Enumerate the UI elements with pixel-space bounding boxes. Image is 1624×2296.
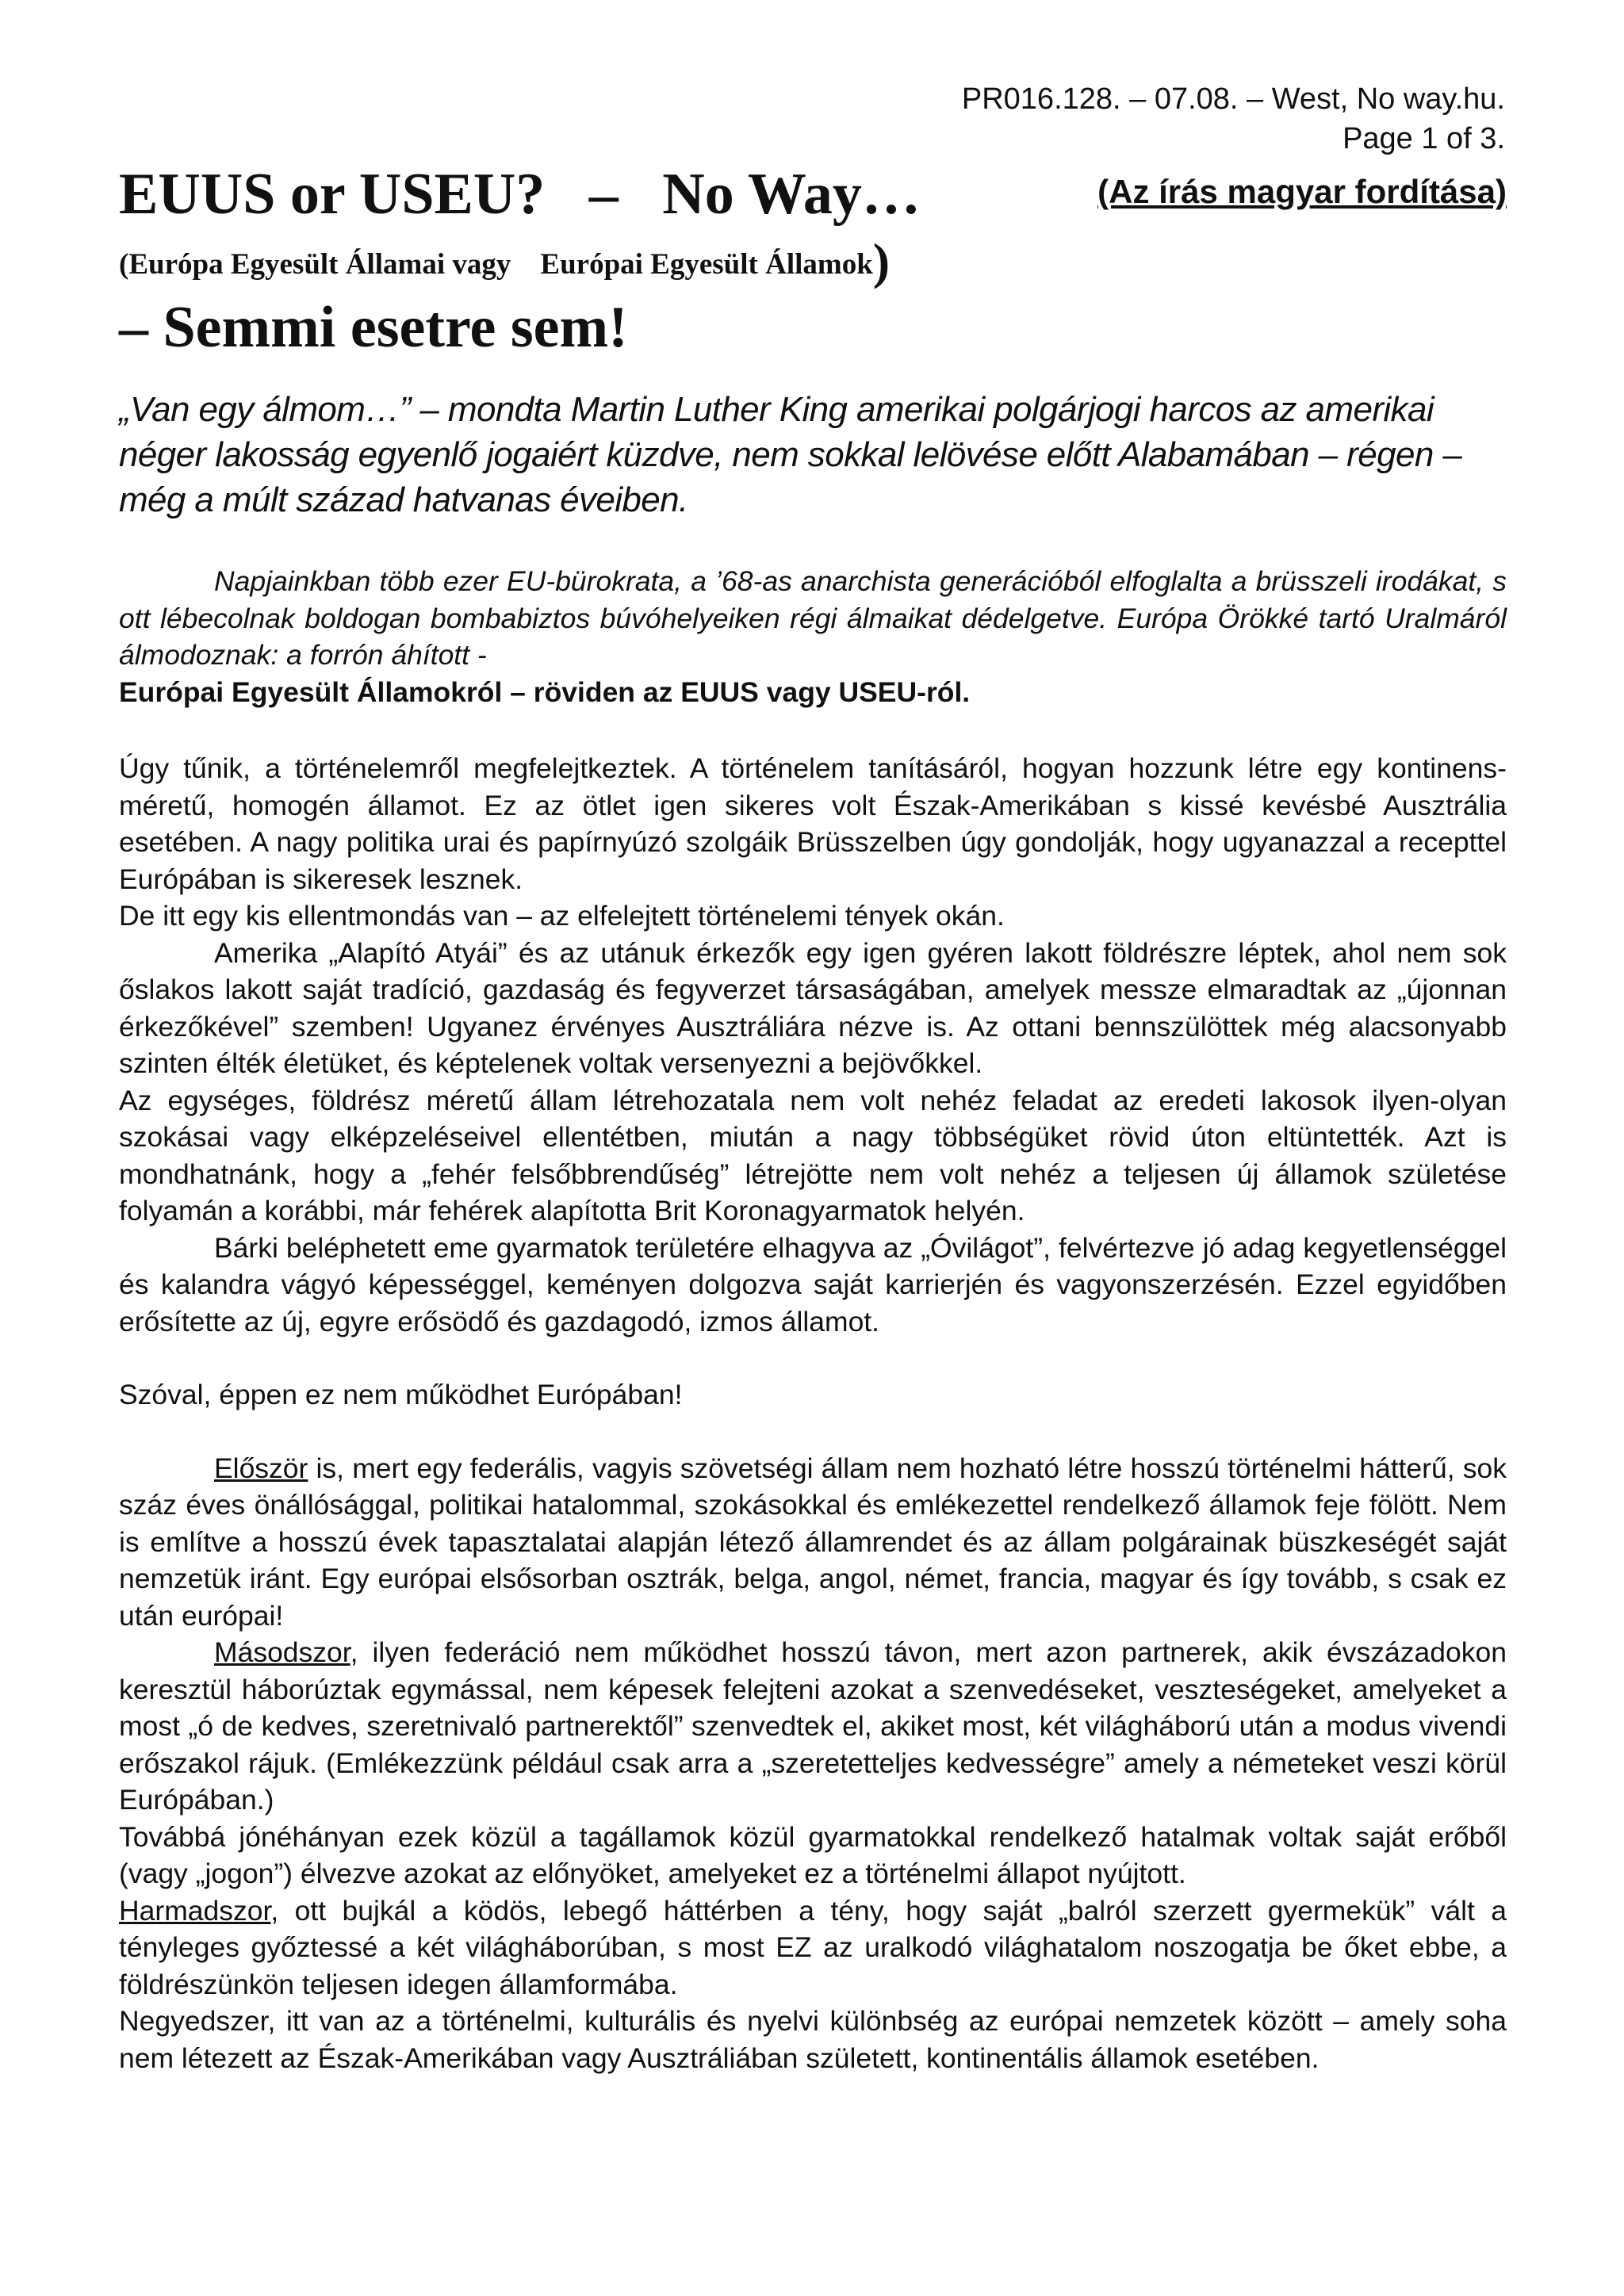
second-title: – Semmi esetre sem!: [119, 295, 628, 360]
body-paragraph-2: De itt egy kis ellentmondás van – az elfelejtett történelemi tények okán.: [119, 900, 1005, 932]
opening-quote: „Van egy álmom…” – mondta Martin Luther King amerikai polgárjogi harcos az amerikai néger lakosság egyenlő jogaiért küzdve, nem sokkal lelövése előtt Alabamában – régen – még a múlt század hatvanas éveiben.: [119, 390, 1462, 519]
body-paragraph-1: Úgy tűnik, a történelemről megfelejtkeztek. A történelem tanításáról, hogyan hozzunk létre egy kontinens-méretű, homogén államot. Ez az ötlet igen sikeres volt Észak-Amerikában s kissé kevésbé Ausztrália esetében. A nagy politika urai és papírnyúzó szolgáik Brüsszelben úgy gondolják, hogy ugyanazzal a recepttel Európában is sikeresek lesznek.: [119, 752, 1507, 895]
intro-paragraph: Napjainkban több ezer EU-bürokrata, a ’68-as anarchista generációból elfoglalta a brüsszeli irodákat, s ott lébecolnak boldogan bombabiztos búvóhelyeiken régi álmaikat dédelgetve. Európa Örökké tartó Uralmáról álmodoznak: a forrón áhított -: [119, 565, 1507, 671]
point-first-lead: Először: [214, 1452, 308, 1484]
translation-note[interactable]: (Az írás magyar fordítása): [1097, 173, 1507, 210]
spacer: [119, 1340, 1507, 1376]
body-paragraph-6: Szóval, éppen ez nem működhet Európában!: [119, 1379, 683, 1410]
subtitle-text: (Európa Egyesült Államai vagy Európai Egyesült Államok: [119, 248, 873, 281]
subtitle-closing-paren: ): [872, 233, 891, 289]
body-paragraph-10: [119, 1892, 1507, 2003]
article-body: [119, 750, 1507, 2076]
page-number: Page 1 of 3.: [1342, 122, 1505, 155]
title-row: [119, 159, 1507, 230]
intro-section: [119, 563, 1507, 710]
document-reference: PR016.128. – 07.08. – West, No way.hu.: [961, 82, 1505, 116]
body-paragraph-8: [119, 1634, 1507, 1819]
point-first-text: is, mert egy federális, vagyis szövetségi állam nem hozható létre hosszú történelmi hátterű, sok száz éves önállósággal, politikai hatalommal, szokásokkal és emlékezettel rendelkező államok feje fölött. Nem is említve a hosszú évek tapasztalatai alapján létező államrendet és az állam polgárainak büszkeségét saját nemzetük iránt. Egy európai elsősorban osztrák, belga, angol, német, francia, magyar és így tovább, s csak ez után európai!: [119, 1452, 1507, 1632]
spacer: [119, 1414, 1507, 1450]
point-second-text: , ilyen federáció nem működhet hosszú távon, mert azon partnerek, akik évszázadokon keresztül háborúztak egymással, nem képesek felejteni azokat a szenvedéseket, veszteségeket, amelyeket a most „ó de kedves, szeretnivaló partnerektől” szenvedtek el, akiket most, két világháború után a modus vivendi erőszakol rájuk. (Emlékezzünk például csak arra a „szeretetteljes kedvességre” amely a németeket veszi körül Európában.): [119, 1636, 1507, 1816]
subtitle: [119, 233, 891, 289]
body-paragraph-7: [119, 1450, 1507, 1635]
body-paragraph-9: Továbbá jónéhányan ezek közül a tagállamok közül gyarmatokkal rendelkező hatalmak voltak saját erőből (vagy „jogon”) élvezve azokat az előnyöket, amelyeket ez a történelmi állapot nyújtott.: [119, 1820, 1507, 1889]
document-header: [962, 79, 1505, 159]
main-title: EUUS or USEU? – No Way…: [119, 162, 921, 227]
body-paragraph-11: Negyedszer, itt van az a történelmi, kulturális és nyelvi különbség az európai nemzetek között – amely soha nem létezett az Észak-Amerikában vagy Ausztráliában született, kontinentális államok esetében.: [119, 2005, 1507, 2074]
point-second-lead: Másodszor: [214, 1636, 350, 1668]
body-paragraph-4: Az egységes, földrész méretű állam létrehozatala nem volt nehéz feladat az eredeti lakosok ilyen-olyan szokásai vagy elképzeléseivel ellentétben, miután a nagy többségüket rövid úton eltüntették. Azt is mondhatnánk, hogy a „fehér felsőbbrendűség” létrejötte nem volt nehéz a teljesen új államok születése folyamán a korábbi, már fehérek alapította Brit Koronagyarmatok helyén.: [119, 1084, 1507, 1226]
body-paragraph-5: Bárki beléphetett eme gyarmatok területére elhagyva az „Óvilágot”, felvértezve jó adag kegyetlenséggel és kalandra vágyó képességgel, keményen dolgozva saját karrierjén és vagyonszerzésén. Ezzel egyidőben erősítette az új, egyre erősödő és gazdagodó, izmos államot.: [119, 1231, 1507, 1337]
body-paragraph-3: Amerika „Alapító Atyái” és az utánuk érkezők egy igen gyéren lakott földrészre léptek, ahol nem sok őslakos lakott saját tradíció, gazdaság és fegyverzet társaságában, amelyek messze elmaradtak az „újonnan érkezőkével” szemben! Ugyanez érvényes Ausztráliára nézve is. Az ottani bennszülöttek még alacsonyabb szinten élték életüket, és képtelenek voltak versenyezni a bejövőkkel.: [119, 936, 1507, 1079]
intro-bold-line: Európai Egyesült Államokról – röviden az EUUS vagy USEU-ról.: [119, 675, 971, 708]
point-third-lead: Harmadszor: [119, 1894, 271, 1927]
point-third-text: , ott bujkál a ködös, lebegő háttérben a tény, hogy saját „balról szerzett gyermekük” vált a tényleges győztessé a két világháborúban, s most EZ az uralkodó világhatalom noszogatja be őket ebbe, a földrészünkön teljesen idegen államformába.: [119, 1894, 1507, 2000]
